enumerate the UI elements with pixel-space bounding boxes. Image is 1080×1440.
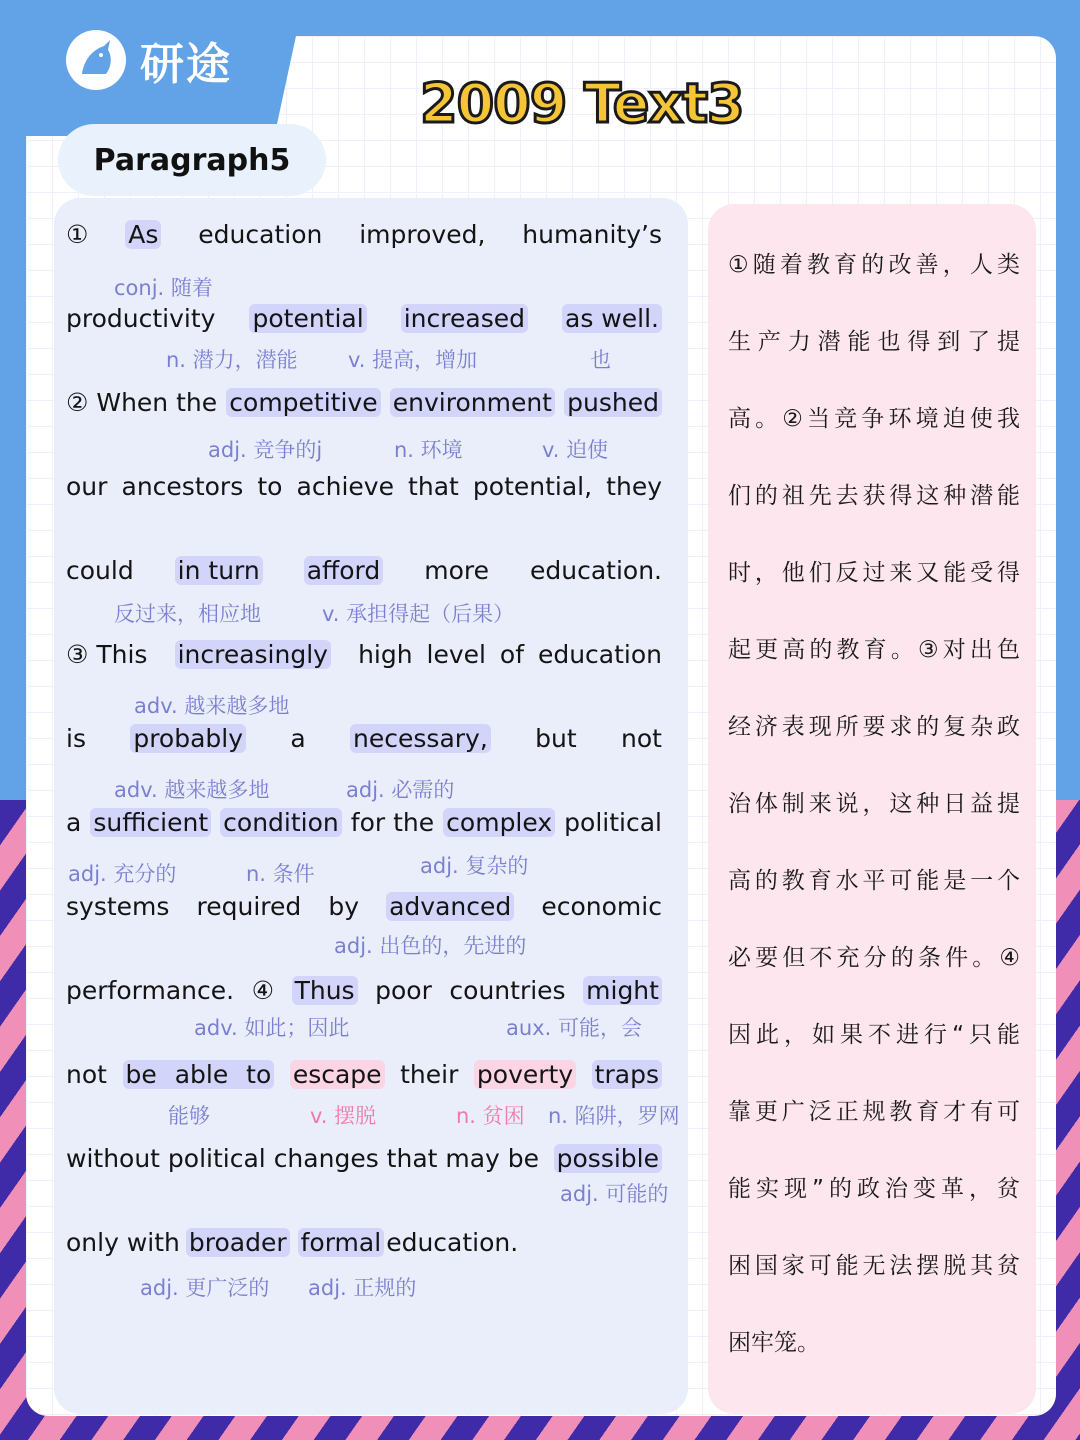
gloss: 能够: [168, 1104, 210, 1128]
word: without political changes that may be: [66, 1144, 540, 1173]
word: ③ This: [66, 640, 148, 669]
word: our ancestors to achieve that potential, they: [66, 472, 662, 501]
gloss: adj. 充分的: [68, 862, 177, 886]
vocab-word-pink: poverty: [474, 1060, 576, 1089]
word: performance.: [66, 976, 235, 1005]
translation-line: 生产力潜能也得到了提: [728, 329, 1020, 355]
word: humanity’s: [522, 220, 662, 249]
gloss: n. 陷阱，罗网: [548, 1104, 680, 1128]
word: their: [400, 1060, 459, 1089]
english-line-7: [66, 724, 662, 753]
english-line-11: [66, 1060, 662, 1089]
page-title: 2009 Text3: [420, 72, 744, 135]
translation-line: 困牢笼。: [728, 1330, 820, 1356]
vocab-word: in turn: [175, 556, 263, 585]
vocab-word: probably: [130, 724, 246, 753]
word: systems: [66, 892, 170, 921]
english-line-9: [66, 892, 662, 921]
word: ② When the: [66, 388, 218, 417]
sentence-marker: ④: [251, 976, 275, 1005]
english-line-6: [66, 640, 662, 669]
sentence-marker: ①: [66, 220, 89, 249]
vocab-word: competitive: [226, 388, 380, 417]
translation-line: ①随着教育的改善，人类: [728, 252, 1020, 278]
brand-logo: [66, 28, 232, 92]
gloss: v. 摆脱: [310, 1104, 377, 1128]
translation-line: 高。②当竞争环境迫使我: [728, 406, 1020, 432]
vocab-word: As: [125, 220, 161, 249]
gloss: adj. 竞争的j: [208, 438, 323, 462]
vocab-word: Thus: [292, 976, 358, 1005]
vocab-word: afford: [304, 556, 384, 585]
paragraph-label: Paragraph5: [58, 124, 326, 196]
word: not: [66, 1060, 107, 1089]
gloss: adj. 出色的，先进的: [334, 934, 527, 958]
word: education.: [529, 556, 662, 585]
vocab-word: formal: [298, 1228, 385, 1257]
translation-line: 们的祖先去获得这种潜能: [728, 483, 1020, 509]
vocab-word: be able to: [123, 1060, 275, 1089]
gloss: aux. 可能，会: [506, 1016, 642, 1040]
translation-line: 必要但不充分的条件。④: [728, 945, 1020, 971]
gloss: 也: [590, 348, 611, 372]
english-line-2: [66, 304, 662, 333]
word: more: [424, 556, 490, 585]
word: is: [66, 724, 86, 753]
gloss: n. 环境: [394, 438, 463, 462]
gloss: v. 提高，增加: [348, 348, 478, 372]
vocab-word: potential: [249, 304, 366, 333]
word: education.: [386, 1228, 519, 1257]
word: by: [328, 892, 360, 921]
gloss: adj. 正规的: [308, 1276, 417, 1300]
gloss: adj. 复杂的: [420, 854, 529, 878]
english-line-4: [66, 472, 662, 501]
word: poor: [375, 976, 432, 1005]
english-line-1: [66, 220, 662, 249]
word: could: [66, 556, 134, 585]
translation-line: 高的教育水平可能是一个: [728, 868, 1020, 894]
translation-line: 治体制来说，这种日益提: [728, 791, 1020, 817]
word: a: [290, 724, 306, 753]
vocab-word: complex: [443, 808, 555, 837]
vocab-word: possible: [554, 1144, 662, 1173]
english-line-3: [66, 388, 662, 417]
vocab-word: increasingly: [175, 640, 331, 669]
word: productivity: [66, 304, 216, 333]
word: only with: [66, 1228, 180, 1257]
vocab-word: necessary,: [350, 724, 491, 753]
word: improved,: [359, 220, 486, 249]
translation-line: 靠更广泛正规教育才有可: [728, 1099, 1020, 1125]
vocab-word: increased: [401, 304, 528, 333]
word: political: [564, 808, 662, 837]
english-line-12: [66, 1144, 662, 1173]
gloss: adv. 越来越多地: [114, 778, 270, 802]
vocab-word: condition: [220, 808, 342, 837]
gloss: v. 承担得起（后果）: [322, 602, 515, 626]
vocab-word: advanced: [386, 892, 514, 921]
gloss: adj. 必需的: [346, 778, 455, 802]
word: required: [196, 892, 302, 921]
word: but: [535, 724, 577, 753]
word: a: [66, 808, 82, 837]
gloss: adv. 如此；因此: [194, 1016, 350, 1040]
gloss: 反过来，相应地: [114, 602, 261, 626]
vocab-word-pink: escape: [290, 1060, 385, 1089]
vocab-word: might: [583, 976, 662, 1005]
word: not: [621, 724, 662, 753]
vocab-word: as well.: [562, 304, 662, 333]
gloss: conj. 随着: [114, 276, 213, 300]
translation-line: 经济表现所要求的复杂政: [728, 714, 1020, 740]
english-line-5: [66, 556, 662, 585]
gloss: n. 潜力，潜能: [166, 348, 298, 372]
gloss: n. 条件: [246, 862, 315, 886]
gloss: n. 贫困: [456, 1104, 525, 1128]
vocab-word: traps: [592, 1060, 662, 1089]
unicorn-icon: [66, 30, 126, 90]
gloss: adv. 越来越多地: [134, 694, 290, 718]
translation-line: 因此，如果不进行“只能: [728, 1022, 1020, 1048]
word: for the: [350, 808, 435, 837]
word: education: [198, 220, 323, 249]
english-line-13: [66, 1228, 662, 1257]
english-line-10: [66, 976, 662, 1005]
vocab-word: pushed: [564, 388, 662, 417]
vocab-word: environment: [390, 388, 555, 417]
gloss: adj. 可能的: [560, 1182, 669, 1206]
word: countries: [449, 976, 566, 1005]
gloss: v. 迫使: [542, 438, 609, 462]
word: economic: [541, 892, 662, 921]
translation-line: 起更高的教育。③对出色: [728, 637, 1020, 663]
translation-line: 困国家可能无法摆脱其贫: [728, 1253, 1020, 1279]
gloss: adj. 更广泛的: [140, 1276, 270, 1300]
translation-line: 时，他们反过来又能受得: [728, 560, 1020, 586]
vocab-word: sufficient: [90, 808, 211, 837]
english-line-8: [66, 808, 662, 837]
vocab-word: broader: [186, 1228, 290, 1257]
word: high level of education: [358, 640, 662, 669]
brand-name: 研途: [140, 39, 232, 90]
translation-line: 能实现”的政治变革，贫: [728, 1176, 1020, 1202]
